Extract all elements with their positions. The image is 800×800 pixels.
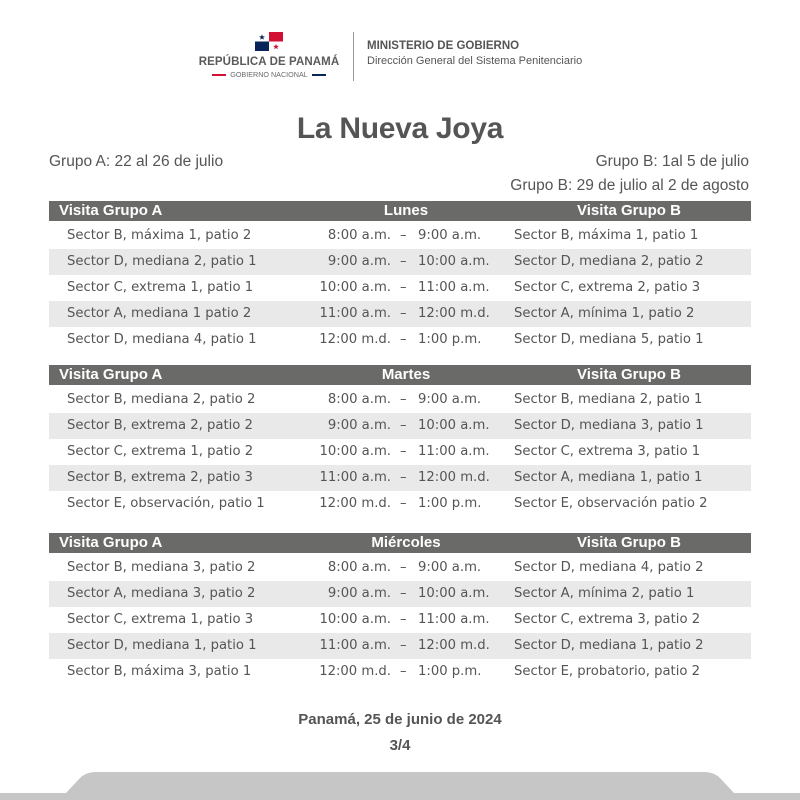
group-b-dates-2: Grupo B: 29 de julio al 2 de agosto: [510, 177, 749, 194]
header-group-a: Visita Grupo A: [59, 202, 163, 219]
schedule-row: [49, 607, 751, 633]
end-time: 1:00 p.m.: [418, 332, 482, 347]
time-separator: –: [400, 228, 407, 243]
schedule-row: [49, 387, 751, 413]
group-b-location: Sector D, mediana 5, patio 1: [514, 332, 704, 347]
header-group-a: Visita Grupo A: [59, 366, 163, 383]
end-time: 12:00 m.d.: [418, 470, 490, 485]
end-time: 10:00 a.m.: [418, 586, 490, 601]
schedule-block-lunes: [49, 201, 751, 353]
start-time: 11:00 a.m.: [319, 470, 391, 485]
header-group-b: Visita Grupo B: [577, 202, 681, 219]
schedule-block-miercoles: [49, 533, 751, 685]
end-time: 9:00 a.m.: [418, 228, 482, 243]
end-time: 10:00 a.m.: [418, 254, 490, 269]
start-time: 11:00 a.m.: [319, 638, 391, 653]
time-separator: –: [400, 560, 407, 575]
page-number: 3/4: [389, 737, 411, 754]
schedule-block-martes: [49, 365, 751, 517]
group-a-location: Sector C, extrema 1, patio 3: [67, 612, 254, 627]
end-time: 11:00 a.m.: [418, 612, 490, 627]
group-a-location: Sector D, mediana 1, patio 1: [67, 638, 257, 653]
schedule-row: [49, 413, 751, 439]
schedule-row: [49, 223, 751, 249]
group-a-location: Sector E, observación, patio 1: [67, 496, 265, 511]
end-time: 11:00 a.m.: [418, 280, 490, 295]
bottom-decorative-band: [0, 772, 800, 800]
end-time: 9:00 a.m.: [418, 392, 482, 407]
start-time: 8:00 a.m.: [327, 560, 391, 575]
header-group-b: Visita Grupo B: [577, 534, 681, 551]
logo-divider: [353, 32, 354, 81]
group-a-dates: Grupo A: 22 al 26 de julio: [49, 153, 224, 170]
group-a-location: Sector B, máxima 1, patio 2: [67, 228, 252, 243]
end-time: 1:00 p.m.: [418, 496, 482, 511]
start-time: 12:00 m.d.: [319, 496, 391, 511]
schedule-header: [49, 201, 751, 221]
end-time: 9:00 a.m.: [418, 560, 482, 575]
time-separator: –: [400, 470, 407, 485]
schedule-row: [49, 465, 751, 491]
group-a-location: Sector A, mediana 3, patio 2: [67, 586, 256, 601]
red-rule: [212, 74, 226, 75]
schedule-row: [49, 327, 751, 353]
time-separator: –: [400, 418, 407, 433]
schedule-row: [49, 555, 751, 581]
start-time: 9:00 a.m.: [327, 586, 391, 601]
group-a-location: Sector C, extrema 1, patio 1: [67, 280, 254, 295]
group-b-location: Sector E, observación patio 2: [514, 496, 708, 511]
header-day: Lunes: [383, 202, 429, 219]
schedule-row: [49, 659, 751, 685]
end-time: 1:00 p.m.: [418, 664, 482, 679]
group-b-location: Sector D, mediana 4, patio 2: [514, 560, 704, 575]
schedule-row: [49, 581, 751, 607]
time-separator: –: [400, 392, 407, 407]
time-separator: –: [400, 496, 407, 511]
ministry-name: MINISTERIO DE GOBIERNO: [367, 40, 520, 52]
time-separator: –: [400, 332, 407, 347]
end-time: 12:00 m.d.: [418, 638, 490, 653]
footer-date: Panamá, 25 de junio de 2024: [298, 711, 502, 728]
schedule-row: [49, 301, 751, 327]
end-time: 12:00 m.d.: [418, 306, 490, 321]
start-time: 10:00 a.m.: [319, 280, 391, 295]
start-time: 10:00 a.m.: [319, 612, 391, 627]
header-day: Martes: [381, 366, 431, 383]
page-title: La Nueva Joya: [296, 112, 504, 145]
time-separator: –: [400, 280, 407, 295]
government-label: [198, 70, 340, 79]
group-a-location: Sector B, extrema 2, patio 2: [67, 418, 253, 433]
group-b-location: Sector E, probatorio, patio 2: [514, 664, 701, 679]
group-b-location: Sector D, mediana 1, patio 2: [514, 638, 704, 653]
country-name: REPÚBLICA DE PANAMÁ: [198, 56, 340, 68]
schedule-header: [49, 533, 751, 553]
group-b-dates-1: Grupo B: 1al 5 de julio: [595, 153, 749, 170]
group-a-location: Sector B, extrema 2, patio 3: [67, 470, 253, 485]
group-b-location: Sector A, mediana 1, patio 1: [514, 470, 703, 485]
time-separator: –: [400, 664, 407, 679]
group-b-location: Sector D, mediana 2, patio 2: [514, 254, 704, 269]
time-separator: –: [400, 306, 407, 321]
group-a-location: Sector D, mediana 4, patio 1: [67, 332, 257, 347]
header-day: Miércoles: [371, 534, 441, 551]
government-text: GOBIERNO NACIONAL: [230, 70, 308, 79]
time-separator: –: [400, 254, 407, 269]
time-separator: –: [400, 612, 407, 627]
header-group-b: Visita Grupo B: [577, 366, 681, 383]
time-separator: –: [400, 444, 407, 459]
start-time: 8:00 a.m.: [327, 392, 391, 407]
group-b-location: Sector C, extrema 3, patio 1: [514, 444, 701, 459]
group-b-location: Sector C, extrema 2, patio 3: [514, 280, 701, 295]
group-a-location: Sector C, extrema 1, patio 2: [67, 444, 254, 459]
time-separator: –: [400, 586, 407, 601]
start-time: 9:00 a.m.: [327, 254, 391, 269]
schedule-row: [49, 633, 751, 659]
group-b-location: Sector A, mínima 2, patio 1: [514, 586, 695, 601]
group-a-location: Sector D, mediana 2, patio 1: [67, 254, 257, 269]
start-time: 10:00 a.m.: [319, 444, 391, 459]
group-a-location: Sector B, máxima 3, patio 1: [67, 664, 252, 679]
start-time: 12:00 m.d.: [319, 664, 391, 679]
group-a-location: Sector B, mediana 2, patio 2: [67, 392, 256, 407]
start-time: 11:00 a.m.: [319, 306, 391, 321]
schedule-row: [49, 439, 751, 465]
time-separator: –: [400, 638, 407, 653]
group-b-location: Sector B, mediana 2, patio 1: [514, 392, 703, 407]
group-b-location: Sector B, máxima 1, patio 1: [514, 228, 699, 243]
schedule-row: [49, 275, 751, 301]
schedule-row: [49, 249, 751, 275]
panama-flag-icon: [255, 32, 283, 51]
group-b-location: Sector D, mediana 3, patio 1: [514, 418, 704, 433]
directorate-name: Dirección General del Sistema Penitenciario: [367, 55, 583, 67]
end-time: 11:00 a.m.: [418, 444, 490, 459]
start-time: 8:00 a.m.: [327, 228, 391, 243]
group-b-location: Sector C, extrema 3, patio 2: [514, 612, 701, 627]
group-b-location: Sector A, mínima 1, patio 2: [514, 306, 695, 321]
blue-rule: [312, 74, 326, 75]
schedule-row: [49, 491, 751, 517]
group-a-location: Sector A, mediana 1 patio 2: [67, 306, 252, 321]
group-a-location: Sector B, mediana 3, patio 2: [67, 560, 256, 575]
start-time: 12:00 m.d.: [319, 332, 391, 347]
header-group-a: Visita Grupo A: [59, 534, 163, 551]
end-time: 10:00 a.m.: [418, 418, 490, 433]
start-time: 9:00 a.m.: [327, 418, 391, 433]
schedule-header: [49, 365, 751, 385]
